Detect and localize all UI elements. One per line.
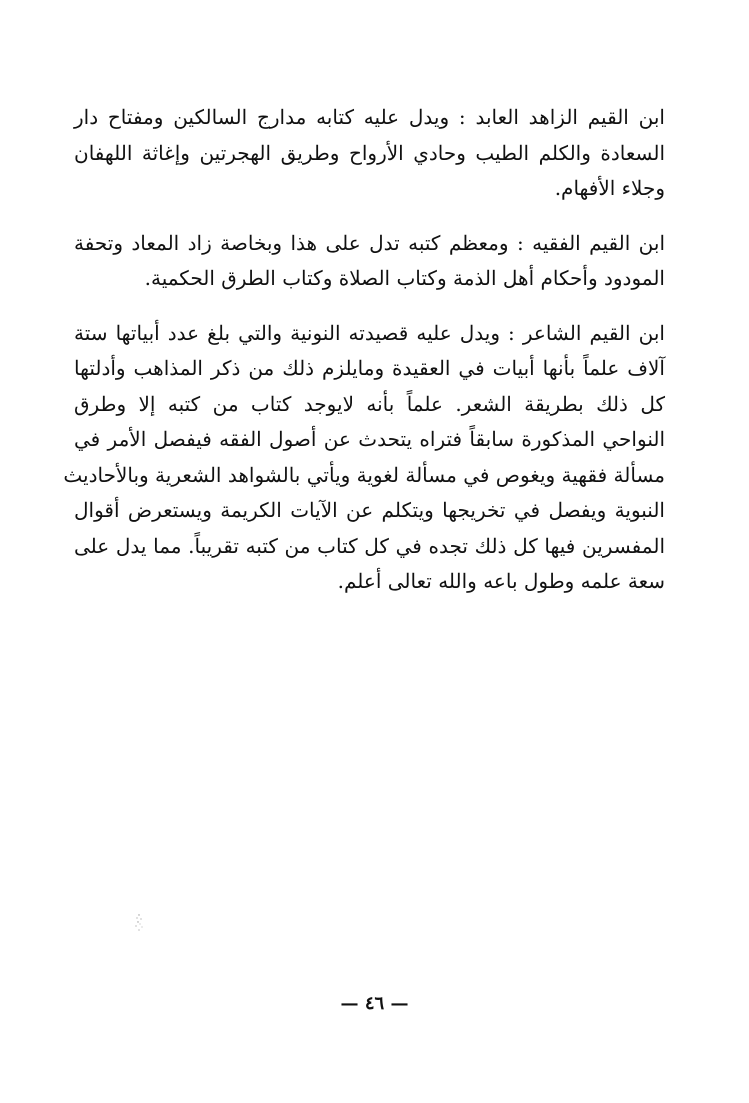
text-line: وجلاء الأفهام. [554, 176, 665, 200]
text-line: ابن القيم الشاعر : ويدل عليه قصيدته النونية والتي بلغ عدد أبياتها ستة [74, 320, 665, 345]
paragraph-poet [63, 316, 665, 600]
body-text [63, 100, 665, 619]
scan-speck [132, 913, 146, 933]
text-line: المودود وأحكام أهل الذمة وكتاب الصلاة وكتاب الطرق الحكمية. [144, 266, 665, 290]
text-line: ابن القيم الفقيه : ومعظم كتبه تدل على هذا وبخاصة زاد المعاد وتحفة [74, 230, 665, 255]
paragraph-jurist [74, 226, 665, 297]
text-line: النبوية ويفصل في تخريجها ويتكلم عن الآيات الكريمة ويستعرض أقوال [74, 498, 665, 522]
page-number: — ٤٦ — [340, 993, 409, 1014]
text-line: المفسرين فيها كل ذلك تجده في كل كتاب من كتبه تقريباً. مما يدل على [74, 533, 665, 558]
text-line: النواحي المذكورة سابقاً فتراه يتحدث عن أصول الفقه فيفصل الأمر في [74, 427, 665, 451]
text-line: مسألة فقهية ويغوص في مسألة لغوية ويأتي بالشواهد الشعرية وبالأحاديث [63, 462, 665, 487]
text-line: كل ذلك بطريقة الشعر. علماً بأنه لايوجد كتاب من كتبه إلا وطرق [74, 391, 665, 416]
text-line: سعة علمه وطول باعه والله تعالى أعلم. [337, 569, 665, 593]
paragraph-ascetic [74, 100, 665, 207]
text-line: ابن القيم الزاهد العابد : ويدل عليه كتابه مدارج السالكين ومفتاح دار [74, 105, 665, 129]
text-line: السعادة والكلم الطيب وحادي الأرواح وطريق الهجرتين وإغاثة اللهفان [74, 140, 665, 165]
text-line: آلاف علماً بأنها أبيات في العقيدة ومايلزم ذلك من ذكر المذاهب وأدلتها [74, 356, 665, 380]
